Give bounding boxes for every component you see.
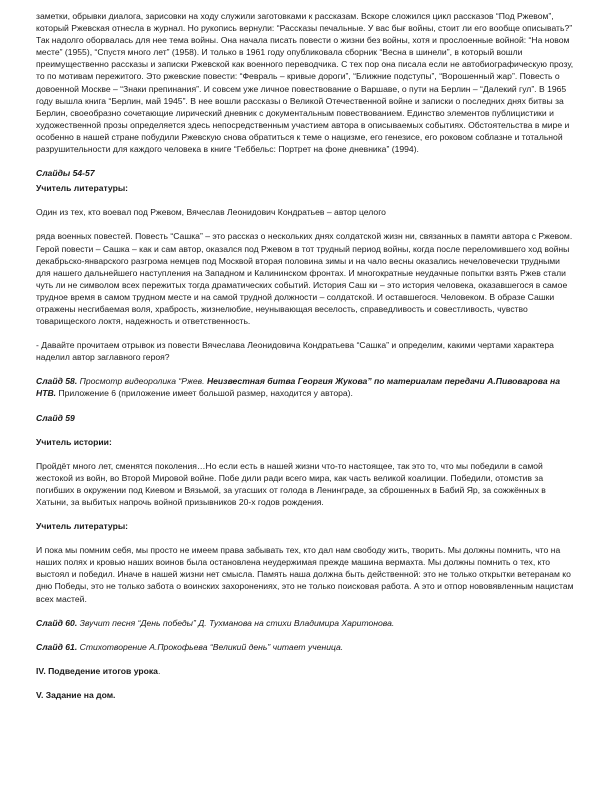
slide-60-text: Звучит песня “День победы” Д. Тухманова на стихи Владимира Харитонова. (77, 617, 395, 628)
speaker-history-teacher: Учитель истории: (36, 436, 112, 447)
slide-58-label: Слайд 58. (36, 376, 78, 387)
section-4-dot: . (157, 665, 161, 676)
paragraph-rzhevskaya: заметки, обрывки диалога, зарисовки на ходу служили заготовками к рассказам. Вскоре сложился цикл рассказов “Под Ржевом”, который Ржевская отнесла в журнал. Но рукопись вернули: “Рассказы печальные. У вас бығ войны, стоит ли его вообще описывать?” Так надолго оборвалась для нее тема войны. Она начала писать повести о жизни без войны, хотя и прослоенные войной: “На новом месте” (1955), “Спустя много лет” (1958). И только в 1961 году опубликовала сборник “Весна в шинели”, в который вошли преимущественно рассказы и записки Ржевской как военного переводчика. С тех пор она писала если не автобиографическую прозу, то по мотивам пережитого. Это ржевские повести: “Февраль – кривые дороги”, “Ближние подступы”, “Ворошенный жар”. Повесть о довоенной Москве – “Знаки препинания”. И совсем уже личное повествование о Варшаве, о пути на Берлин – “Далекий гул”. В 1965 году вышла книга “Берлин, май 1945”. В нее вошли рассказы о Великой Отечественной войне и записки о последних днях битвы за Берлин, своеобразно сочетающие лирический дневник с документальным повествованием. Единство элементов публицистики и художественной прозы определяется здесь непосредственным участием автора в описываемых событиях. Обстоятельства в мире и особенно в нашей стране побудили Ржевскую снова обратиться к теме о нацизме, его генезисе, его роковом соблазне и тотальной разрушительности для каждого человека в книге “Геббельс: Портрет на фоне дневника” (1994). (36, 11, 574, 155)
speaker-literature-teacher-2: Учитель литературы: (36, 521, 129, 532)
paragraph-kondratyev-intro: Один из тех, кто воевал под Ржевом, Вячеслав Леонидович Кондратьев – автор целого (36, 207, 386, 218)
paragraph-slide-60 (36, 617, 576, 629)
section-4-title: IV. Подведение итогов урока (36, 665, 158, 676)
paragraph-victory: Пройдёт много лет, сменятся поколения…Но если есть в нашей жизни что-то настоящее, так это то, что мы победили в самой жестокой из войн, во Второй Мировой войне. Побе дили ради всего мира, как часть великой коалиции. Победили, отомстив за погибших в окружении под Киевом и Вязьмой, за угасших от голода в Ленинграде, за сброшенных в Бабий Яр, за сожжённых в Хатыни, за выбитых напрочь войной призывников 20-х годов рождения. (36, 460, 546, 507)
section-homework: V. Задание на дом. (36, 689, 116, 700)
paragraph-slide-58 (36, 375, 576, 399)
heading-slides-54-57: Слайды 54-57 (36, 168, 95, 179)
paragraph-slide-61 (36, 641, 576, 653)
speaker-literature-teacher: Учитель литературы: (36, 183, 129, 194)
slide-61-label: Слайд 61. (36, 641, 78, 652)
paragraph-memory: И пока мы помним себя, мы просто не имеем права забывать тех, кто дал нам свободу жить, творить. Мы должны помнить, что на наших полях и кровью наших воинов была остановлена неудержимая прежде машина вермахта. Мы должны помнить о тех, кто выстоял и победил. Иначе в нашей жизни нет смысла. Память наша должна быть действенной: это не только открытки ветеранам ко дню Победы, это не только забота о воинских захоронениях, это не только поисковая работа. А это и отпор нововявленным нацистам всех мастей. (36, 545, 574, 604)
section-summary (36, 665, 576, 677)
slide-58-rest: Приложение 6 (приложение имеет большой размер, находится у автора). (56, 388, 353, 399)
slide-58-italic: Просмотр видеоролика “Ржев. (77, 376, 205, 387)
slide-60-label: Слайд 60. (36, 617, 78, 628)
slide-61-text: Стихотворение А.Прокофьева “Великий день” читает ученица. (77, 641, 344, 652)
slide-58-bold: Неизвестная битва Георгия Жукова” по материалам передачи А.Пивоварова на НТВ. (36, 376, 560, 399)
paragraph-sashka: ряда военных повестей. Повесть “Сашка” – это рассказ о нескольких днях солдатской жизн ни, связанных в памяти автора с Ржевом. Герой повести – Сашка – как и сам автор, оказался под Ржевом в тот трудный период войны, когда после переломившего ход войны декабрьско-январского разгрома немцев под Москвой вторая половина зимы и на чало весны оказались нечеловечески трудными для нашего дальнейшего наступления на Западном и Калининском фронтах. И многократные неудачные попытки взять Ржев стали чуть ли не символом всех пережитых тогда драматических событий. История Саш ки – это история человека, оказавшегося в самое трудное время в самом трудном месте и на самой трудной должности – солдатской. И оставшегося. Человеком. В образе Сашки отражены несгибаемая воля, храбрость, жизнелюбие, неунывающая веселость, справедливость и совестливость, чувство товарищеского локтя, надежность и ответственность. (36, 231, 573, 327)
paragraph-question: - Давайте прочитаем отрывок из повести Вячеслава Леонидовича Кондратьева “Сашка” и определим, какими чертами характера наделил автор заглавного героя? (36, 340, 554, 363)
heading-slide-59: Слайд 59 (36, 412, 75, 423)
